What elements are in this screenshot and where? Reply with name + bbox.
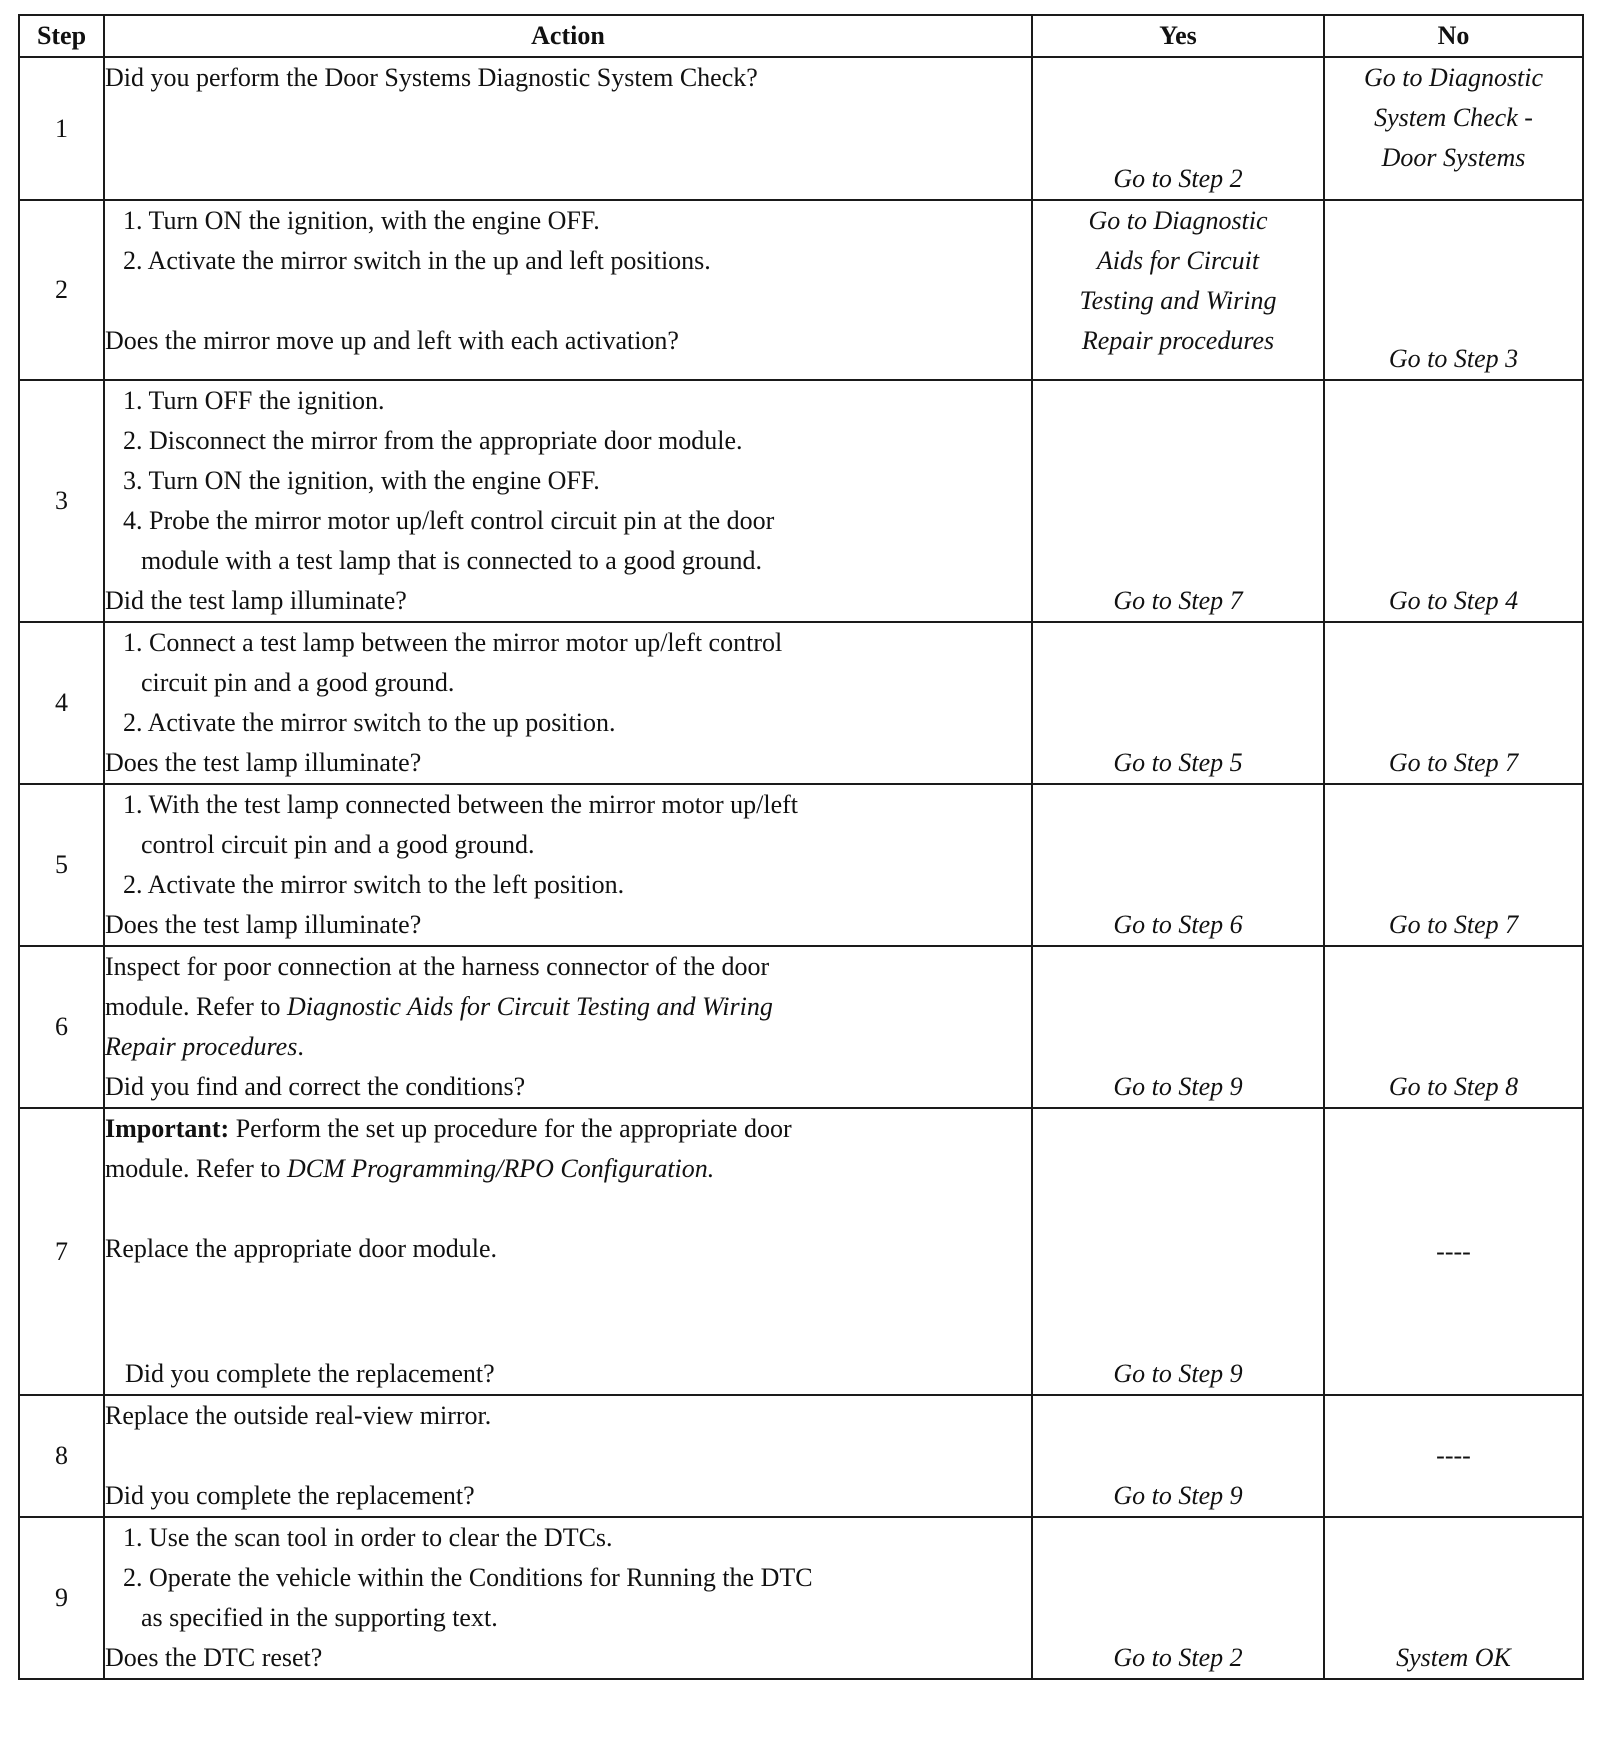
no-link[interactable]: Go to Step 4 (1388, 586, 1519, 615)
action-line: 1. Turn ON the ignition, with the engine OFF. (123, 206, 600, 235)
yes-link-line: Repair procedures (1081, 326, 1275, 355)
action-line: 1. Turn OFF the ignition. (123, 386, 385, 415)
action-line: Does the test lamp illuminate? (105, 910, 422, 939)
action-text: module. Refer to (105, 992, 287, 1021)
action-line (105, 987, 1031, 1027)
action-line: 1. Connect a test lamp between the mirror motor up/left control (123, 628, 783, 657)
action-line: control circuit pin and a good ground. (141, 830, 535, 859)
step-number: 4 (19, 622, 104, 784)
no-cell (1324, 1108, 1583, 1395)
no-cell (1324, 57, 1583, 200)
step-number: 2 (19, 200, 104, 380)
action-line: 2. Disconnect the mirror from the appropriate door module. (123, 426, 743, 455)
action-line: Did you perform the Door Systems Diagnostic System Check? (105, 63, 758, 92)
action-line: 2. Activate the mirror switch to the up position. (123, 708, 616, 737)
action-text: Perform the set up procedure for the appropriate door (229, 1114, 792, 1143)
action-line: Does the mirror move up and left with each activation? (105, 326, 679, 355)
yes-link[interactable] (1033, 201, 1323, 361)
yes-cell (1032, 1395, 1324, 1517)
header-no: No (1324, 15, 1583, 57)
no-cell (1324, 1395, 1583, 1517)
table-header-row (19, 15, 1583, 57)
action-line: as specified in the supporting text. (141, 1603, 498, 1632)
action-line (105, 1109, 1031, 1149)
no-link-line: System Check - (1374, 103, 1533, 132)
yes-link[interactable]: Go to Step 7 (1113, 586, 1243, 615)
yes-link-line: Testing and Wiring (1079, 286, 1277, 315)
no-link[interactable]: Go to Step 3 (1388, 344, 1519, 373)
action-cell (104, 1395, 1032, 1517)
action-line (105, 1027, 1031, 1067)
spacer (105, 1189, 1031, 1229)
diagnostic-table (18, 14, 1584, 1680)
no-cell (1324, 1517, 1583, 1679)
table-row (19, 200, 1583, 380)
yes-cell (1032, 622, 1324, 784)
yes-link-line: Aids for Circuit (1096, 246, 1260, 275)
no-link-line: Go to Diagnostic (1363, 63, 1544, 92)
yes-cell (1032, 784, 1324, 946)
step-number: 5 (19, 784, 104, 946)
header-yes: Yes (1032, 15, 1324, 57)
step-number: 8 (19, 1395, 104, 1517)
yes-link[interactable]: Go to Step 2 (1113, 1643, 1243, 1672)
important-label: Important: (105, 1114, 230, 1143)
no-link[interactable]: Go to Step 7 (1388, 748, 1519, 777)
action-line: module with a test lamp that is connected to a good ground. (141, 546, 762, 575)
no-result: System OK (1396, 1643, 1511, 1672)
yes-cell (1032, 1517, 1324, 1679)
header-action: Action (104, 15, 1032, 57)
step-number: 1 (19, 57, 104, 200)
action-cell (104, 622, 1032, 784)
action-cell (104, 200, 1032, 380)
action-cell (104, 946, 1032, 1108)
table-row (19, 1517, 1583, 1679)
step-number: 7 (19, 1108, 104, 1395)
table-row (19, 622, 1583, 784)
action-line: 1. With the test lamp connected between the mirror motor up/left (123, 790, 798, 819)
action-line: 3. Turn ON the ignition, with the engine OFF. (123, 466, 600, 495)
action-cell (104, 1517, 1032, 1679)
action-cell (104, 380, 1032, 622)
step-number: 9 (19, 1517, 104, 1679)
table-row (19, 380, 1583, 622)
no-link-line: Door Systems (1381, 143, 1526, 172)
action-line: Did you complete the replacement? (125, 1359, 495, 1388)
no-link[interactable] (1325, 58, 1582, 178)
action-cell (104, 1108, 1032, 1395)
yes-link[interactable]: Go to Step 6 (1113, 910, 1243, 939)
yes-cell (1032, 946, 1324, 1108)
yes-link[interactable]: Go to Step 9 (1113, 1359, 1243, 1388)
table-row (19, 1108, 1583, 1395)
table-row (19, 784, 1583, 946)
no-cell (1324, 622, 1583, 784)
action-cell (104, 784, 1032, 946)
action-line: Does the test lamp illuminate? (105, 748, 422, 777)
no-cell (1324, 946, 1583, 1108)
step-number: 6 (19, 946, 104, 1108)
no-dash: ---- (1436, 1236, 1471, 1266)
yes-cell (1032, 380, 1324, 622)
action-line: 1. Use the scan tool in order to clear the DTCs. (123, 1523, 613, 1552)
action-line (105, 1149, 1031, 1189)
yes-cell (1032, 1108, 1324, 1395)
reference-link[interactable]: DCM Programming/RPO Configuration. (286, 1154, 715, 1183)
no-dash: ---- (1436, 1441, 1471, 1470)
table-row (19, 57, 1583, 200)
action-line: circuit pin and a good ground. (141, 668, 455, 697)
action-line: 2. Activate the mirror switch to the left position. (123, 870, 625, 899)
header-step: Step (19, 15, 104, 57)
yes-cell (1032, 57, 1324, 200)
action-line: Replace the outside real-view mirror. (105, 1401, 492, 1430)
yes-link[interactable]: Go to Step 9 (1113, 1481, 1243, 1510)
action-line: Inspect for poor connection at the harness connector of the door (105, 952, 770, 981)
action-line: Did you complete the replacement? (105, 1481, 475, 1510)
yes-cell (1032, 200, 1324, 380)
action-line: 4. Probe the mirror motor up/left control circuit pin at the door (123, 506, 775, 535)
yes-link-line: Go to Diagnostic (1088, 206, 1268, 235)
action-line: Does the DTC reset? (105, 1643, 323, 1672)
no-link[interactable]: Go to Step 8 (1388, 1072, 1519, 1101)
reference-link[interactable]: Repair procedures (105, 1032, 298, 1061)
action-line: Did you find and correct the conditions? (105, 1072, 526, 1101)
table-row (19, 946, 1583, 1108)
no-link[interactable]: Go to Step 7 (1388, 910, 1519, 939)
yes-link[interactable]: Go to Step 2 (1113, 164, 1243, 193)
action-line: Replace the appropriate door module. (105, 1234, 498, 1263)
action-line: Did the test lamp illuminate? (105, 586, 407, 615)
spacer (105, 1436, 1031, 1476)
step-number: 3 (19, 380, 104, 622)
action-line: 2. Operate the vehicle within the Conditions for Running the DTC (123, 1563, 813, 1592)
action-text: module. Refer to (105, 1154, 287, 1183)
action-line: 2. Activate the mirror switch in the up and left positions. (123, 246, 711, 275)
yes-link[interactable]: Go to Step 9 (1113, 1072, 1243, 1101)
no-cell (1324, 784, 1583, 946)
yes-link[interactable]: Go to Step 5 (1113, 748, 1243, 777)
reference-link[interactable]: Diagnostic Aids for Circuit Testing and Wiring (286, 992, 773, 1021)
action-text: . (297, 1032, 304, 1061)
action-cell (104, 57, 1032, 200)
table-row (19, 1395, 1583, 1517)
no-cell (1324, 380, 1583, 622)
spacer (105, 281, 1031, 321)
no-cell (1324, 200, 1583, 380)
